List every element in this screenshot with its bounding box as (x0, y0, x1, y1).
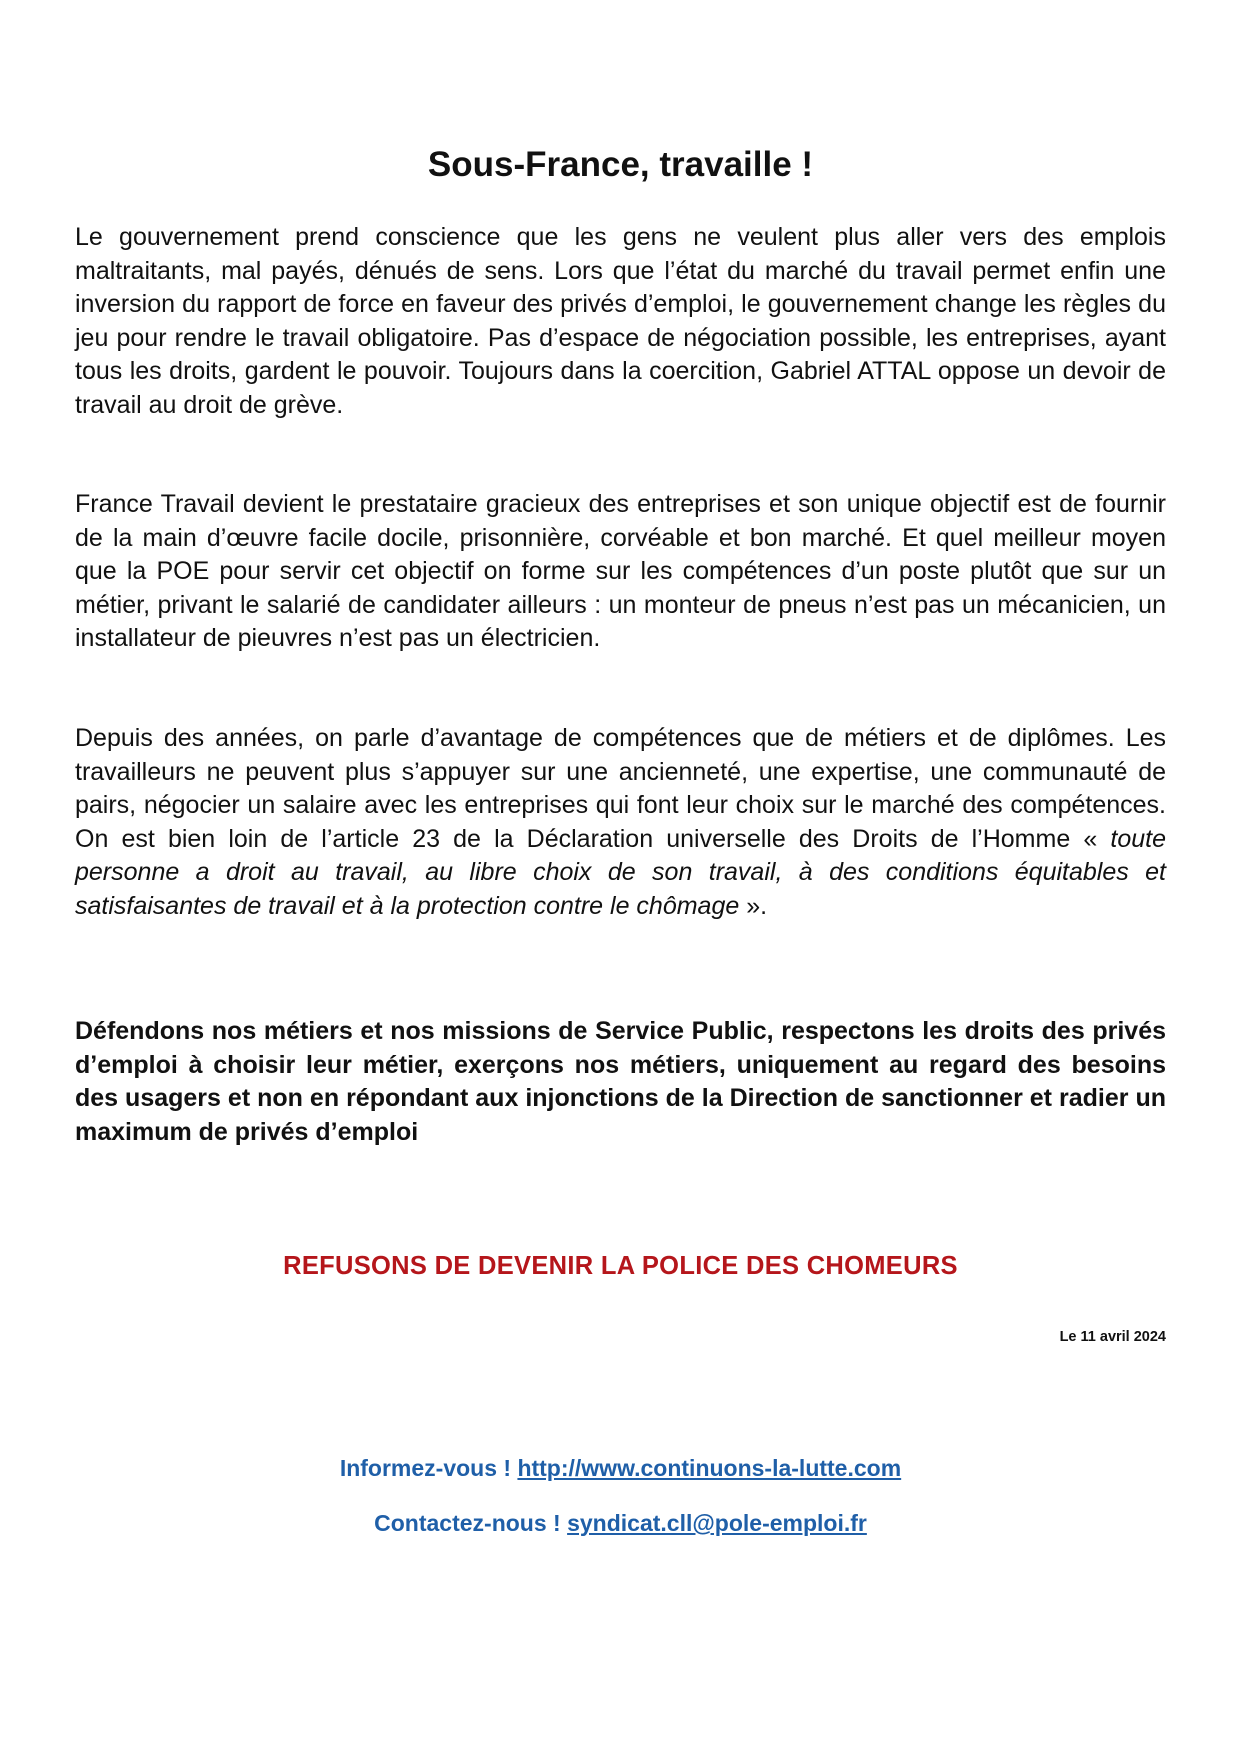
publication-date: Le 11 avril 2024 (1059, 1329, 1166, 1345)
call-to-action: Défendons nos métiers et nos missions de Service Public, respectons les droits des privés d’emploi à choisir leur métier, exerçons nos métiers, uniquement au regard des besoins des usagers et non en répondant aux injonctions de la Direction de sanctionner et radier un maximum de privés d’emploi (75, 1017, 1166, 1146)
website-link[interactable]: http://www.continuons-la-lutte.com (517, 1455, 902, 1481)
contact-line (0, 1508, 1241, 1538)
document-title: Sous-France, travaille ! (427, 145, 814, 184)
info-label: Informez-vous ! (339, 1455, 518, 1481)
slogan-headline: REFUSONS DE DEVENIR LA POLICE DES CHOMEURS (283, 1252, 958, 1280)
email-link[interactable]: syndicat.cll@pole-emploi.fr (567, 1510, 867, 1536)
paragraph-competences-outro: ». (739, 891, 768, 920)
declaration-quote: toute personne a droit au travail, au libre choix de son travail, à des conditions équitables et satisfaisantes de travail et à la protection contre le chômage (75, 824, 1166, 920)
paragraph-competences-intro: Depuis des années, on parle d’avantage de compétences que de métiers et de diplômes. Les travailleurs ne peuvent plus s’appuyer sur une ancienneté, une expertise, une communauté de pairs, négocier un salaire avec les entreprises qui font leur choix sur le marché des compétences. On est bien loin de l’article 23 de la Déclaration universelle des Droits de l’Homme « (75, 724, 1166, 853)
contact-label: Contactez-nous ! (374, 1510, 568, 1536)
info-line (0, 1453, 1241, 1483)
paragraph-france-travail: France Travail devient le prestataire gracieux des entreprises et son unique objectif est de fournir de la main d’œuvre facile docile, prisonnière, corvéable et bon marché. Et quel meilleur moyen que la POE pour servir cet objectif on forme sur les compétences d’un poste plutôt que sur un métier, privant le salarié de candidater ailleurs : un monteur de pneus n’est pas un mécanicien, un installateur de pieuvres n’est pas un électricien. (75, 490, 1166, 652)
paragraph-government: Le gouvernement prend conscience que les gens ne veulent plus aller vers des emplois maltraitants, mal payés, dénués de sens. Lors que l’état du marché du travail permet enfin une inversion du rapport de force en faveur des privés d’emploi, le gouvernement change les règles du jeu pour rendre le travail obligatoire. Pas d’espace de négociation possible, les entreprises, ayant tous les droits, gardent le pouvoir. Toujours dans la coercition, Gabriel ATTAL oppose un devoir de travail au droit de grève. (75, 223, 1166, 419)
paragraph-competences (75, 722, 1166, 923)
